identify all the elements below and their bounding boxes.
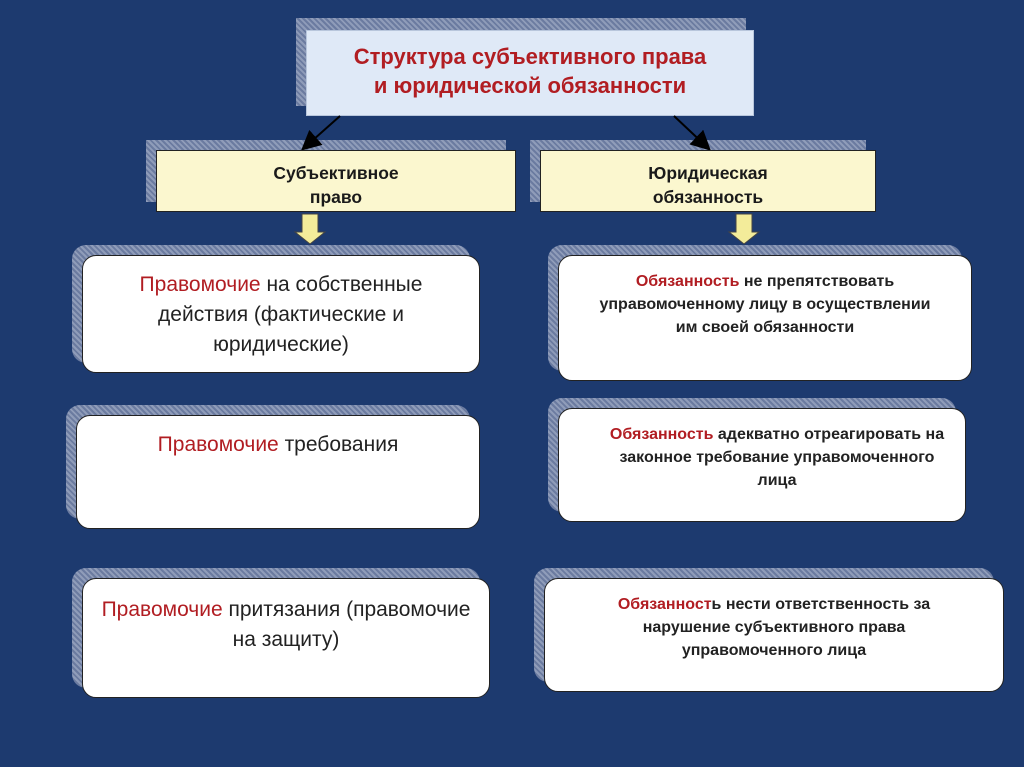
left-item-1 [82,255,480,373]
right-item-1-text: не препятствовать управомоченному лицу в осуществлении им своей обязанности [599,273,931,336]
right-item-2 [558,408,966,522]
arrow-to-subjective-right [304,116,340,148]
left-item-3-text: притязания (правомочие на защиту) [222,598,471,651]
left-item-1-keyword: Правомочие [139,273,261,296]
down-arrow-left [295,214,325,244]
subjective-right-line-1: Субъективное [273,163,399,183]
left-item-2 [76,415,480,529]
left-item-2-text: требования [278,433,399,456]
left-item-2-keyword: Правомочие [157,433,279,456]
arrow-to-legal-duty [674,116,708,148]
left-item-1-text: на собственные действия (фактические и юридические) [158,273,423,356]
left-item-3-keyword: Правомочие [101,598,223,621]
legal-duty-line-1: Юридическая [648,163,768,183]
legal-duty-box [540,150,876,212]
right-item-2-text: адекватно отреагировать на законное требование управомоченного лица [619,426,945,489]
right-item-1-keyword: Обязанность [635,273,740,290]
legal-duty-line-2: обязанность [652,187,764,207]
right-item-1 [558,255,972,381]
right-item-3-text: ь нести ответственность за нарушение субъективного права управомоченного лица [642,596,931,659]
left-item-3 [82,578,490,698]
title-line-1: Структура субъективного права [353,44,707,69]
subjective-right-box [156,150,516,212]
title-line-2: и юридической обязанности [373,73,687,98]
right-item-3-keyword: Обязанност [617,596,712,613]
subjective-right-line-2: право [309,187,363,207]
right-item-3 [544,578,1004,692]
down-arrow-right [729,214,759,244]
right-item-2-keyword: Обязанность [609,426,714,443]
